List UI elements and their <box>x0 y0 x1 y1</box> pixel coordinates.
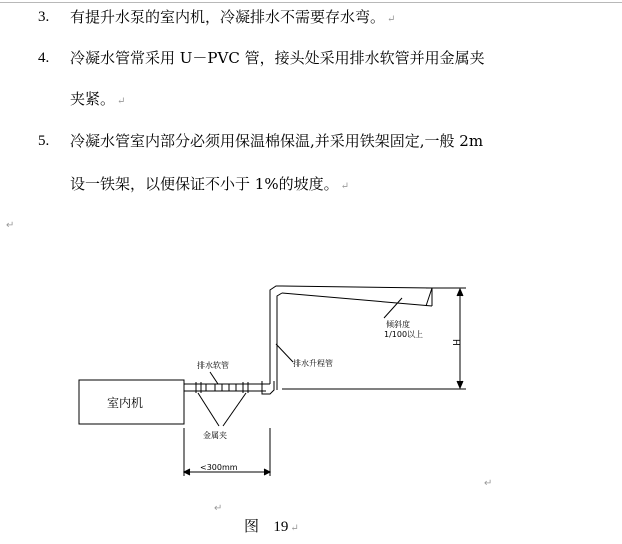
paragraph-mark-icon: ↵ <box>290 523 299 534</box>
figure-caption-number: 19 <box>273 519 289 535</box>
list-number: 5. <box>38 133 50 149</box>
lift-pipe-leader-line <box>276 344 293 362</box>
distance-label: <300mm <box>200 463 238 472</box>
slope-label-line-1: 倾斜度 <box>386 320 410 329</box>
figure-caption <box>244 515 299 536</box>
clamp-leader-line-left <box>198 393 219 426</box>
paragraph-mark-icon: ↵ <box>387 14 396 25</box>
list-number: 3. <box>38 9 50 25</box>
list-number: 4. <box>38 50 50 66</box>
paragraph-mark-icon: ↵ <box>6 220 15 231</box>
slope-leader-line <box>384 298 402 318</box>
list-text-line-2: 设一铁架，以便保证不小于 1%的坡度。 ↵ <box>70 175 349 193</box>
drain-hose-leader-line <box>210 372 218 384</box>
figure-caption-label: 图 <box>244 517 260 535</box>
paragraph-mark-icon: ↵ <box>117 96 126 107</box>
slope-label-line-2: 1/100以上 <box>384 330 424 339</box>
clamp-leader-line-right <box>223 393 246 426</box>
list-text-line-2: 夹紧。 ↵ <box>70 90 126 108</box>
lift-pipe-label: 排水升程管 <box>293 359 333 368</box>
list-text: 有提升水泵的室内机，冷凝排水不需要存水弯。 ↵ <box>70 8 396 26</box>
list-text-line-1: 冷凝水管常采用 U－PVC 管，接头处采用排水软管并用金属夹 <box>70 49 485 67</box>
paragraph-mark-icon: ↵ <box>340 181 349 192</box>
list-text-line-1: 冷凝水管室内部分必须用保温棉保温,并采用铁架固定,一般 2m <box>70 132 484 150</box>
height-label: H <box>450 339 460 346</box>
paragraph-mark-icon: ↵ <box>484 478 493 489</box>
indoor-unit-label: 室内机 <box>107 396 144 410</box>
clamp-label: 金属夹 <box>203 431 227 440</box>
paragraph-mark-icon: ↵ <box>214 503 223 514</box>
drain-hose-label: 排水软管 <box>197 361 229 370</box>
